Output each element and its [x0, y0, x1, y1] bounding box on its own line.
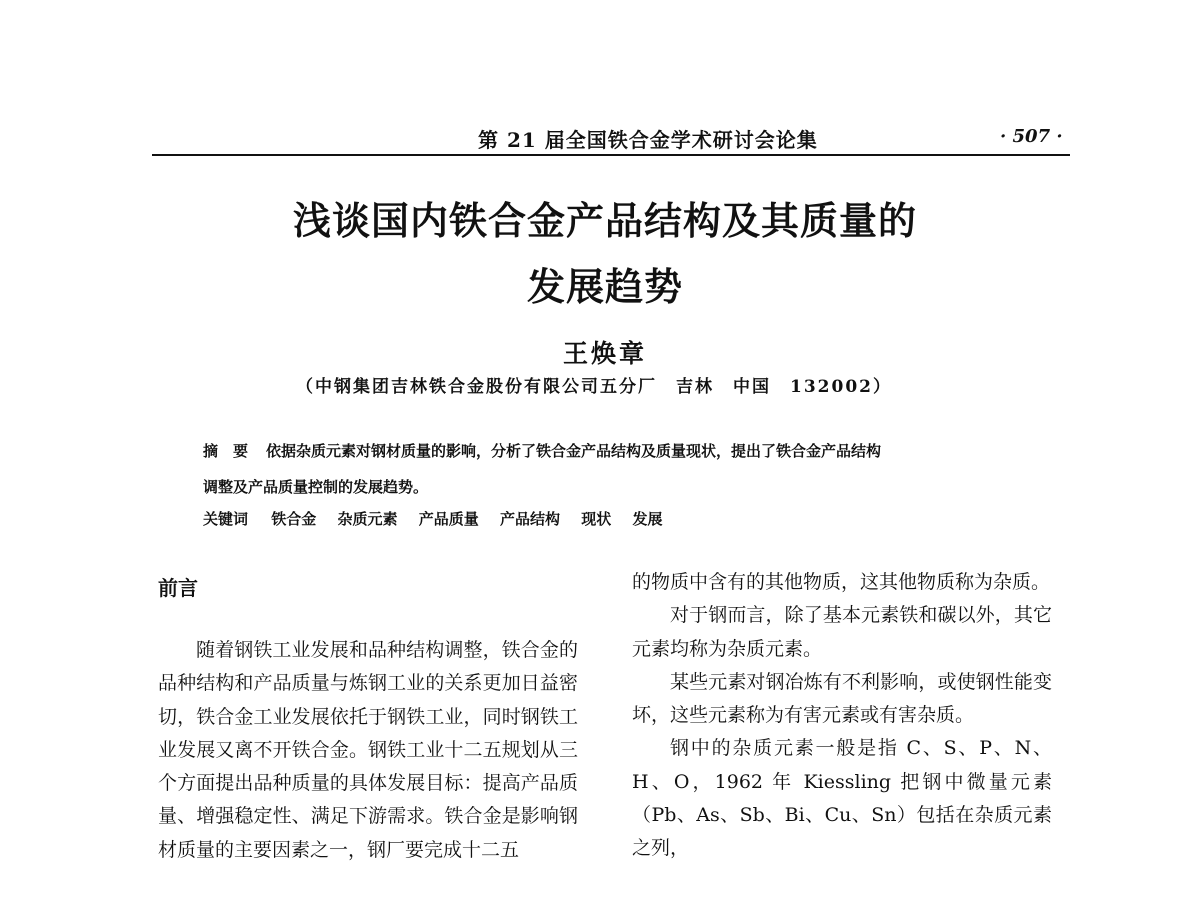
right-paragraph-2: 对于钢而言，除了基本元素铁和碳以外，其它元素均称为杂质元素。: [632, 604, 1052, 660]
keyword: 发展: [632, 510, 663, 528]
keywords-line: [203, 508, 679, 529]
abstract-label: 摘 要: [203, 442, 249, 460]
header-rule: [152, 154, 1070, 156]
right-column: [632, 566, 1052, 866]
author-affiliation: （中钢集团吉林铁合金股份有限公司五分厂 吉林 中国 132002）: [296, 377, 892, 397]
abstract-line-1: [203, 440, 881, 461]
keyword: 铁合金: [271, 510, 317, 528]
journal-header: 第 21 届全国铁合金学术研讨会论集: [478, 128, 818, 152]
keyword: 杂质元素: [337, 510, 398, 528]
right-paragraph-4: 钢中的杂质元素一般是指 C、S、P、N、H、O，1962 年 Kiessling 把钢中微量元素（Pb、As、Sb、Bi、Cu、Sn）包括在杂质元素之列，: [632, 737, 1052, 860]
keyword: 产品质量: [418, 510, 479, 528]
abstract-line-2: 调整及产品质量控制的发展趋势。: [203, 478, 429, 496]
keyword: 产品结构: [500, 510, 561, 528]
left-paragraph-1: 随着钢铁工业发展和品种结构调整，铁合金的品种结构和产品质量与炼钢工业的关系更加日益密切，铁合金工业发展依托于钢铁工业，同时钢铁工业发展又离不开铁合金。钢铁工业十二五规划从三个方面提出品种质量的具体发展目标：提高产品质量、增强稳定性、满足下游需求。铁合金是影响钢材质量的主要因素之一，钢厂要完成十二五: [158, 639, 578, 861]
page-number: · 507 ·: [1000, 126, 1063, 147]
left-column: [158, 634, 578, 867]
keywords-label: 关键词: [203, 510, 249, 528]
section-title: 前言: [158, 576, 198, 600]
author-name: 王焕章: [562, 339, 647, 368]
right-paragraph-3: 某些元素对钢冶炼有不利影响，或使钢性能变坏，这些元素称为有害元素或有害杂质。: [632, 670, 1052, 727]
paper-title-line-1: 浅谈国内铁合金产品结构及其质量的: [292, 199, 917, 243]
paper-title-line-2: 发展趋势: [526, 265, 683, 309]
abstract-text-1: 依据杂质元素对钢材质量的影响，分析了铁合金产品结构及质量现状，提出了铁合金产品结构: [266, 442, 882, 460]
right-paragraph-1: 的物质中含有的其他物质，这其他物质称为杂质。: [632, 571, 1051, 593]
keyword: 现状: [581, 510, 612, 528]
